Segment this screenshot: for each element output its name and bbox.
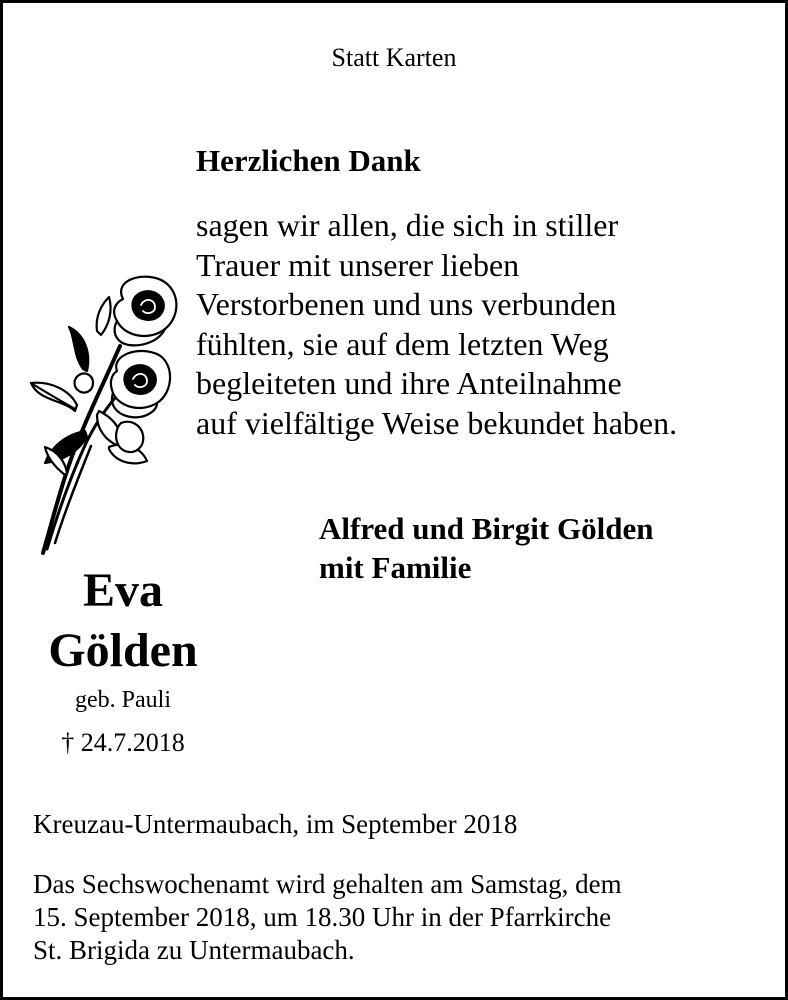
header-statt-karten: Statt Karten xyxy=(331,43,457,72)
thanks-message-line: Verstorbenen und uns verbunden xyxy=(196,286,617,322)
thanks-message-line: auf vielfältige Weise bekundet haben. xyxy=(196,404,678,441)
thanks-message-line: sagen wir allen, die sich in stiller xyxy=(196,207,619,243)
thanks-message-line: begleiteten und ihre Anteilnahme xyxy=(196,365,622,401)
place-and-date: Kreuzau-Untermaubach, im September 2018 xyxy=(33,809,518,839)
deceased-last-name: Gölden xyxy=(48,624,198,677)
thanks-message-line: Trauer mit unserer lieben xyxy=(196,246,520,283)
family-signature xyxy=(319,509,653,587)
roses-icon xyxy=(25,271,185,561)
thanks-title: Herzlichen Dank xyxy=(196,143,421,178)
deceased-first-name: Eva xyxy=(82,564,163,617)
deceased-birth-name: geb. Pauli xyxy=(75,687,171,713)
service-line: Das Sechswochenamt wird gehalten am Samstag, dem xyxy=(33,869,622,899)
service-line: 15. September 2018, um 18.30 Uhr in der Pfarrkirche xyxy=(33,902,612,932)
service-announcement xyxy=(33,868,622,967)
deceased-death-date: † 24.7.2018 xyxy=(61,728,185,757)
family-line: mit Familie xyxy=(319,550,472,585)
thanks-message-line: fühlten, sie auf dem letzten Weg xyxy=(196,325,609,362)
service-line: St. Brigida zu Untermaubach. xyxy=(33,935,355,965)
family-line: Alfred und Birgit Gölden xyxy=(319,511,654,546)
thanks-message xyxy=(196,206,677,443)
